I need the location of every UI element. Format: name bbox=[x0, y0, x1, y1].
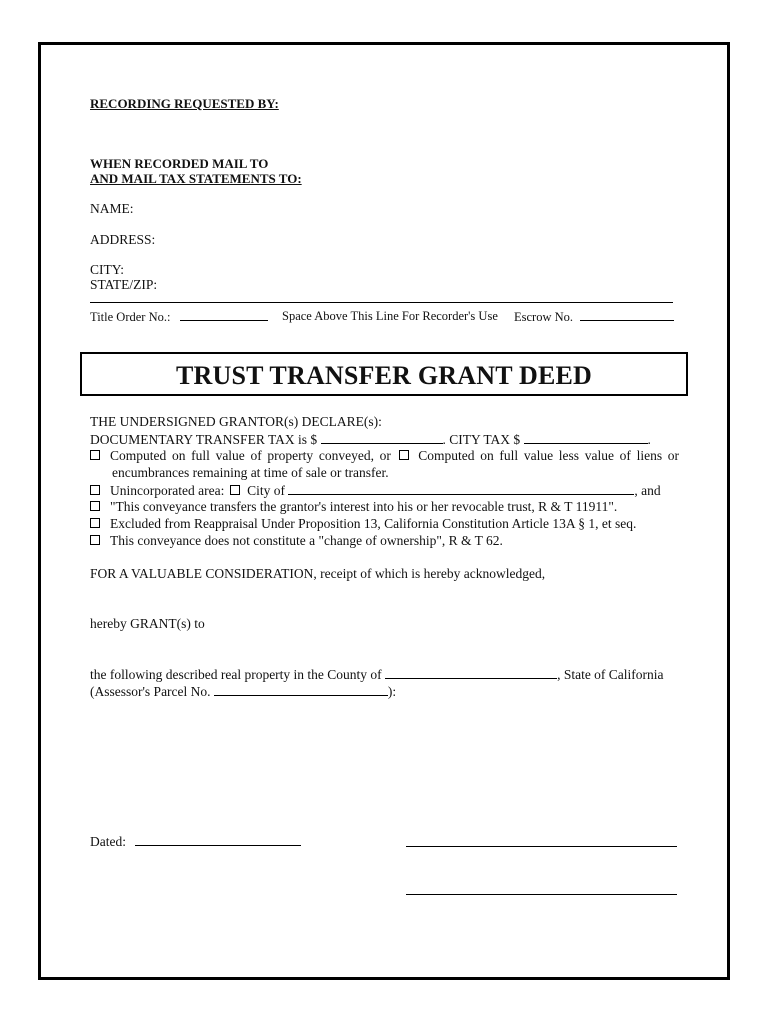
escrow-row bbox=[514, 308, 674, 325]
deed-title-box bbox=[80, 352, 688, 396]
title-order-row bbox=[90, 308, 268, 325]
opt1-b: Computed on full value less value of liens or bbox=[418, 448, 680, 463]
option-area-row bbox=[90, 482, 661, 499]
dated-label: Dated: bbox=[90, 834, 126, 849]
ownership-checkbox[interactable] bbox=[90, 535, 100, 545]
recording-requested-label: RECORDING REQUESTED BY: bbox=[90, 96, 279, 111]
mail-to-heading-2: AND MAIL TAX STATEMENTS TO: bbox=[90, 171, 302, 186]
opt1-a: Computed on full value of property conveyed, or bbox=[110, 448, 391, 463]
recorder-use-note: Space Above This Line For Recorder's Use bbox=[282, 309, 498, 323]
signature-line-1[interactable] bbox=[406, 846, 677, 847]
city-tax-label: . CITY TAX $ bbox=[442, 432, 521, 447]
prop13-checkbox[interactable] bbox=[90, 518, 100, 528]
opt2-b: City of bbox=[247, 483, 285, 498]
tax-end: . bbox=[647, 432, 651, 447]
option-trust-row bbox=[90, 499, 617, 515]
option-prop13-row bbox=[90, 516, 636, 532]
option-computed-row bbox=[90, 448, 679, 464]
property-a: the following described real property in the County of bbox=[90, 667, 382, 682]
city-of-checkbox[interactable] bbox=[230, 485, 240, 495]
escrow-field[interactable] bbox=[580, 308, 674, 321]
opt2-end: , and bbox=[634, 483, 661, 498]
dated-row bbox=[90, 833, 301, 850]
opt5: This conveyance does not constitute a "change of ownership", R & T 62. bbox=[110, 533, 503, 548]
apn-row bbox=[90, 683, 396, 700]
transfer-tax-row bbox=[90, 431, 651, 448]
recorder-space-rule bbox=[90, 302, 673, 303]
apn-label: (Assessor's Parcel No. bbox=[90, 684, 211, 699]
opt3: "This conveyance transfers the grantor's interest into his or her revocable trust, R & T 11911". bbox=[110, 499, 618, 514]
apn-end: ): bbox=[387, 684, 397, 699]
mail-to-heading-1: WHEN RECORDED MAIL TO bbox=[90, 156, 269, 171]
option-ownership-row bbox=[90, 533, 503, 549]
name-label: NAME: bbox=[90, 201, 134, 216]
opt4: Excluded from Reappraisal Under Proposition 13, California Constitution Article 13A § 1, et seq. bbox=[110, 516, 637, 531]
city-of-field[interactable] bbox=[288, 482, 634, 495]
grantor-declares: THE UNDERSIGNED GRANTOR(s) DECLARE(s): bbox=[90, 414, 382, 429]
county-field[interactable] bbox=[385, 666, 557, 679]
dated-field[interactable] bbox=[135, 833, 301, 846]
computed-less-checkbox[interactable] bbox=[399, 450, 409, 460]
unincorporated-checkbox bbox=[90, 485, 100, 495]
trust-checkbox[interactable] bbox=[90, 501, 100, 511]
address-label: ADDRESS: bbox=[90, 232, 156, 247]
deed-title: TRUST TRANSFER GRANT DEED bbox=[175, 361, 593, 390]
doc-tax-field[interactable] bbox=[321, 431, 443, 444]
title-order-label: Title Order No.: bbox=[90, 310, 171, 324]
escrow-label: Escrow No. bbox=[514, 310, 574, 324]
city-tax-field[interactable] bbox=[524, 431, 648, 444]
opt2-a: Unincorporated area: bbox=[110, 483, 225, 498]
signature-line-2[interactable] bbox=[406, 894, 677, 895]
consideration-text: FOR A VALUABLE CONSIDERATION, receipt of which is hereby acknowledged, bbox=[90, 566, 546, 581]
apn-field[interactable] bbox=[214, 683, 388, 696]
grants-text: hereby GRANT(s) to bbox=[90, 616, 205, 631]
statezip-label: STATE/ZIP: bbox=[90, 277, 158, 292]
computed-full-checkbox[interactable] bbox=[90, 450, 100, 460]
property-county-row bbox=[90, 666, 664, 683]
property-b: , State of California bbox=[557, 667, 664, 682]
doc-tax-label: DOCUMENTARY TRANSFER TAX is $ bbox=[90, 432, 318, 447]
opt1-continued: encumbrances remaining at time of sale or transfer. bbox=[112, 465, 389, 480]
title-order-field[interactable] bbox=[180, 308, 268, 321]
city-label: CITY: bbox=[90, 262, 125, 277]
